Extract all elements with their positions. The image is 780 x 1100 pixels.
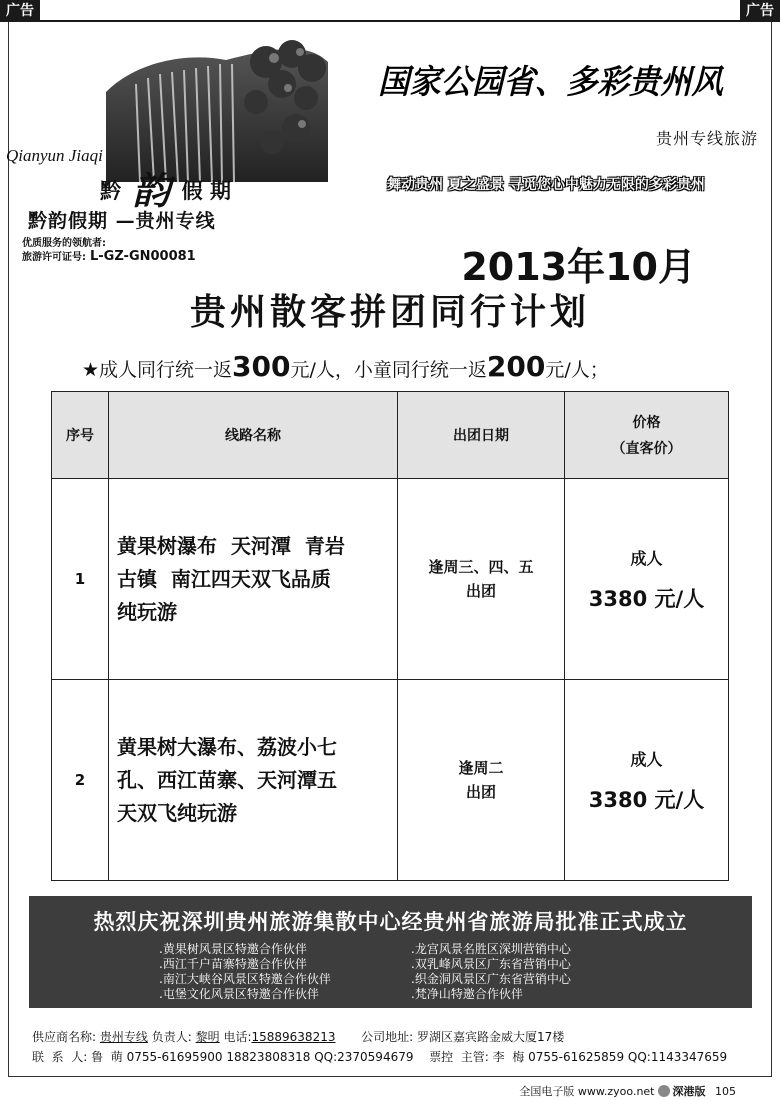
plan-title: 贵州散客拼团同行计划: [189, 292, 590, 333]
price-cell: [565, 680, 729, 881]
header-price-note: （直客价）: [611, 441, 682, 457]
tour-plan-table: [51, 391, 729, 881]
contact-qq: QQ:2370594679: [314, 1050, 414, 1064]
contact-label: 联 系 人:: [32, 1050, 88, 1064]
adult-rebate-unit: 元/人，小童同行统一返: [290, 359, 487, 381]
partner-item: .南江大峡谷风景区特邀合作伙伴: [159, 972, 331, 986]
brand-line: 黔韵假期 —贵州专线: [28, 210, 216, 232]
header-no: 序号: [52, 392, 109, 479]
price-audience: 成人: [630, 548, 663, 568]
partner-item: .黄果树风景区特邀合作伙伴: [159, 942, 307, 956]
price-amount: 3380 元/人: [588, 586, 705, 611]
edition-logo-icon: [658, 1085, 670, 1097]
owner-name: 黎明: [195, 1030, 220, 1044]
contact-person: 鲁 萌: [91, 1050, 123, 1064]
price-amount: 3380 元/人: [588, 787, 705, 812]
phone-label: 电话:: [223, 1030, 252, 1044]
header-price-label: 价格: [632, 415, 661, 431]
date-line: 逢周二: [458, 759, 504, 777]
sub-tag: 贵州专线旅游: [655, 129, 758, 148]
address-label: 公司地址:: [361, 1030, 414, 1044]
contact-tel: 0755-61695900: [126, 1050, 223, 1064]
date-line: 出团: [465, 783, 496, 801]
route-line: 天双飞纯玩游: [117, 800, 237, 825]
rebate-prefix: ★成人同行统一返: [82, 359, 233, 381]
contact-mobile: 18823808318: [226, 1050, 311, 1064]
logo-char: 韵: [132, 168, 171, 213]
partner-item: .梵净山特邀合作伙伴: [411, 987, 523, 1001]
partner-item: .西江千户苗寨特邀合作伙伴: [159, 957, 307, 971]
banner-title: 热烈庆祝深圳贵州旅游集散中心经贵州省旅游局批准正式成立: [93, 910, 688, 934]
header-date: 出团日期: [398, 392, 565, 479]
phone-number: 15889638213: [251, 1030, 336, 1044]
departure-date: [398, 479, 565, 680]
ticket-label: 票控 主管:: [429, 1050, 489, 1064]
owner-label: 负责人:: [151, 1030, 192, 1044]
logo-char: 假: [181, 178, 203, 203]
rebate-line: [82, 350, 609, 383]
supplier-name: 贵州专线: [99, 1030, 148, 1044]
header-route: 线路名称: [109, 392, 398, 479]
footer-site: 全国电子版 www.zyoo.net: [519, 1085, 655, 1098]
headline: 国家公园省、多彩贵州风: [378, 62, 723, 101]
license-line: [22, 248, 196, 264]
partner-item: .屯堡文化风景区特邀合作伙伴: [159, 987, 319, 1001]
date-line: 出团: [465, 582, 496, 600]
route-line: 黄果树瀑布 天河潭 青岩: [117, 533, 345, 558]
month-title: 2013年10月: [461, 245, 696, 289]
table-row: [52, 479, 729, 680]
partner-list-left: [159, 942, 331, 1002]
contact-line-1: [32, 1028, 564, 1045]
row-number: 1: [52, 479, 109, 680]
license-number: L-GZ-GN00081: [90, 249, 196, 264]
row-number: 2: [52, 680, 109, 881]
ticket-person: 李 梅: [492, 1050, 525, 1064]
price-audience: 成人: [630, 749, 663, 769]
route-line: 古镇 南江四天双飞品质: [117, 566, 331, 591]
partner-item: .龙宫风景名胜区深圳营销中心: [411, 942, 571, 956]
adult-rebate-amount: 300: [232, 350, 291, 383]
footer-edition: 深港版: [672, 1085, 706, 1098]
supplier-label: 供应商名称:: [32, 1030, 97, 1044]
address: 罗湖区嘉宾路金威大厦17楼: [417, 1030, 565, 1044]
guide-line: 优质服务的领航者:: [22, 238, 106, 249]
table-row: [52, 680, 729, 881]
logo-english-name: Qianyun Jiaqi: [6, 146, 103, 165]
slogan: 舞动贵州 夏之盛景 寻觅您心中魅力无限的多彩贵州: [387, 177, 705, 193]
ad-label-left: 广告: [0, 0, 40, 22]
route-line: 纯玩游: [117, 599, 177, 624]
ticket-qq: QQ:1143347659: [627, 1050, 728, 1064]
partner-list-right: [411, 942, 571, 1002]
license-label: 旅游许可证号:: [22, 252, 86, 263]
route-name: [109, 680, 398, 881]
logo-char: 黔: [100, 178, 121, 203]
header-price: [565, 392, 729, 479]
partner-item: .双乳峰风景区广东省营销中心: [411, 957, 571, 971]
ad-label-right: 广告: [740, 0, 780, 22]
child-rebate-amount: 200: [486, 350, 546, 383]
contact-line-2: [32, 1048, 727, 1065]
partner-item: .织金洞风景区广东省营销中心: [411, 972, 571, 986]
celebration-banner: [29, 896, 752, 1008]
route-line: 孔、西江苗寨、天河潭五: [117, 767, 337, 792]
ticket-tel: 0755-61625859: [528, 1050, 625, 1064]
price-cell: [565, 479, 729, 680]
page-number: 105: [715, 1085, 736, 1098]
child-rebate-unit: 元/人；: [545, 359, 609, 381]
date-line: 逢周三、四、五: [428, 558, 534, 576]
departure-date: [398, 680, 565, 881]
route-line: 黄果树大瀑布、荔波小七: [117, 734, 337, 759]
page-footer: [519, 1083, 736, 1099]
table-header-row: [52, 392, 729, 479]
route-name: [109, 479, 398, 680]
logo-char: 期: [209, 178, 231, 203]
